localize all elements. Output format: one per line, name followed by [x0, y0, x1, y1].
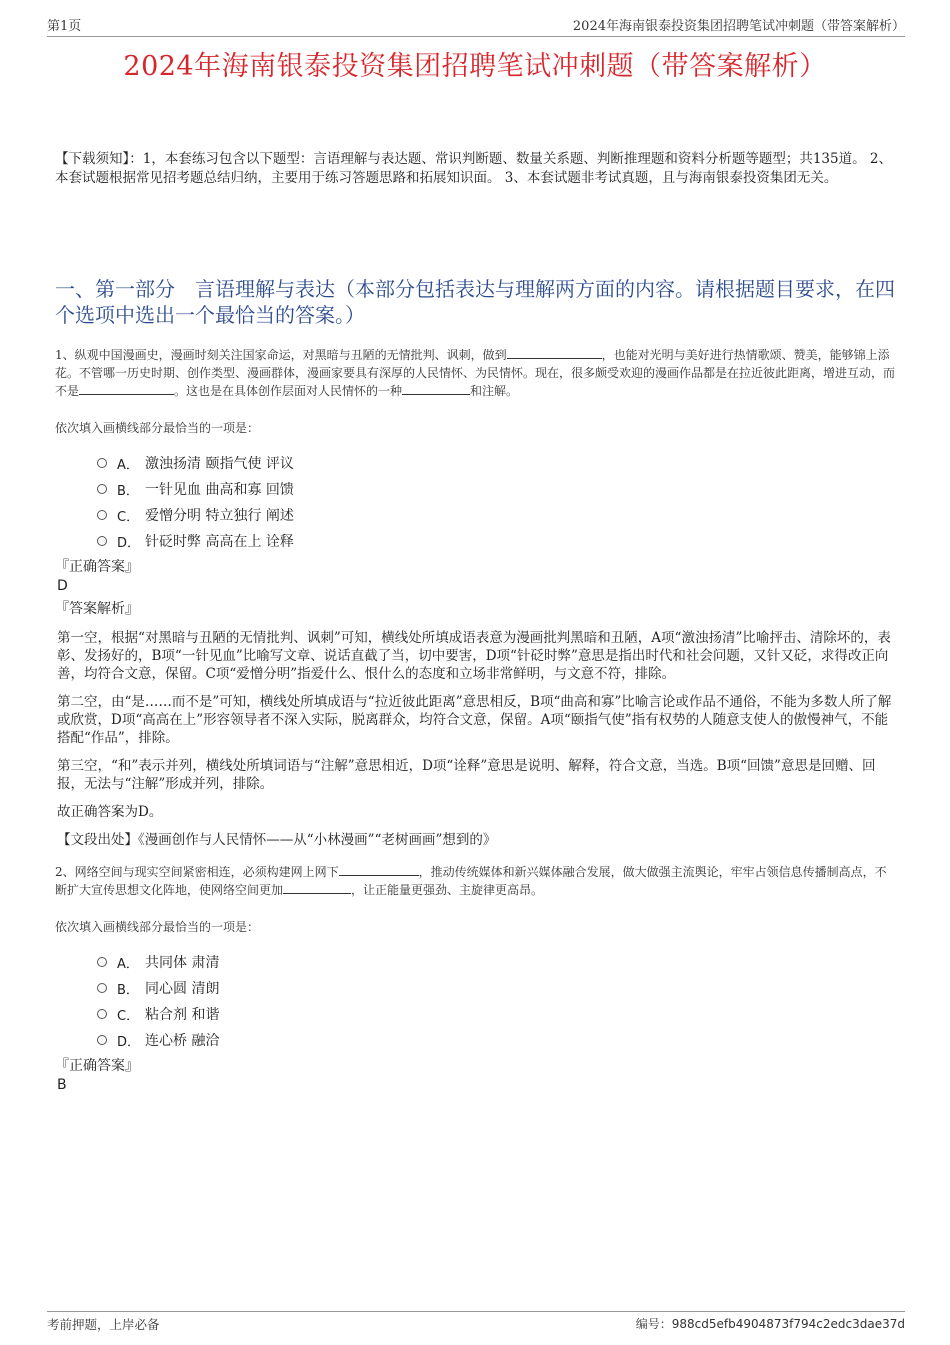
fill-blank [507, 346, 602, 359]
footer-slogan: 考前押题，上岸必备 [47, 1317, 160, 1332]
question-2-text: 2、网络空间与现实空间紧密相连，必须构建网上网下 ，推动传统媒体和新兴媒体融合发展，做大做强主流舆论，牢牢占领信息传播制高点，不断扩大宣传思想文化阵地，使网络空间更加 ，让正能量更强劲、主旋律更高昂。 [55, 865, 887, 897]
answer-value: D [57, 578, 68, 594]
option-b[interactable]: B． 同心圆 清朗 [97, 975, 898, 1001]
document-title: 2024年海南银泰投资集团招聘笔试冲刺题（带答案解析） [123, 51, 827, 82]
radio-icon[interactable] [97, 484, 107, 494]
question-2 [55, 863, 898, 1095]
analysis-paragraph: 第一空，根据“对黑暗与丑陋的无情批判、讽刺”可知，横线处所填成语表意为漫画批判黑暗和丑陋，A项“激浊扬清”比喻抨击、清除坏的，表彰、发扬好的，B项“一针见血”比喻写文章、说话直截了当，切中要害，D项“针砭时弊”意思是指出时代和社会问题，又针又砭，求得改正向善，均符合文意，保留。C项“爱憎分明”指爱什么、恨什么的态度和立场非常鲜明，与文意不符，排除。 [57, 630, 891, 682]
questions [55, 346, 898, 1095]
question-1-prompt: 依次填入画横线部分最恰当的一项是： [55, 421, 260, 435]
page-header [47, 14, 905, 37]
analysis-paragraph: 故正确答案为D。 [57, 804, 163, 820]
fill-blank [339, 863, 419, 876]
question-1-options [97, 450, 898, 554]
option-c[interactable]: C． 爱憎分明 特立独行 阐述 [97, 502, 898, 528]
question-2-options [97, 949, 898, 1053]
analysis-paragraph: 第三空，“和”表示并列，横线处所填词语与“注解”意思相近，D项“诠释”意思是说明、解释，符合文意，当选。B项“回馈”意思是回赠、回报，无法与“注解”形成并列，排除。 [57, 758, 876, 792]
radio-icon[interactable] [97, 1009, 107, 1019]
page-number: 第1页 [47, 19, 82, 34]
document-id: 编号：988cd5efb4904873f794c2edc3dae37d [635, 1317, 905, 1331]
header-doc-title: 2024年海南银泰投资集团招聘笔试冲刺题（带答案解析） [572, 19, 905, 34]
option-a[interactable]: A． 激浊扬清 颐指气使 评议 [97, 450, 898, 476]
analysis-paragraph: 第二空，由“是……而不是”可知，横线处所填成语与“拉近彼此距离”意思相反，B项“曲高和寡”比喻言论或作品不通俗，不能为多数人所了解或欣赏，D项“高高在上”形容领导者不深入实际，脱离群众，均符合文意，保留。A项“颐指气使”指有权势的人随意支使人的傲慢神气，不能搭配“作品”，排除。 [57, 694, 892, 746]
download-notice: 【下载须知】：1，本套练习包含以下题型：言语理解与表达题、常识判断题、数量关系题、判断推理题和资料分析题等题型；共135道。 2、本套试题根据常见招考题总结归纳，主要用于练习答题思路和拓展知识面。 3、本套试题非考试真题，且与海南银泰投资集团无关。 [55, 151, 892, 186]
option-a[interactable]: A． 共同体 肃清 [97, 949, 898, 975]
analysis [55, 629, 898, 821]
section-title: 一、第一部分 言语理解与表达（本部分包括表达与理解两方面的内容。请根据题目要求，在四个选项中选出一个最恰当的答案。） [55, 277, 895, 327]
radio-icon[interactable] [97, 458, 107, 468]
question-2-prompt: 依次填入画横线部分最恰当的一项是： [55, 920, 260, 934]
answer-label: 『正确答案』 [55, 1058, 139, 1074]
option-d[interactable]: D． 针砭时弊 高高在上 诠释 [97, 528, 898, 554]
source-citation: 【文段出处】《漫画创作与人民情怀——从“小林漫画”“老树画画”想到的》 [57, 832, 497, 848]
radio-icon[interactable] [97, 536, 107, 546]
question-1 [55, 346, 898, 849]
page-footer [47, 1311, 905, 1333]
answer-value: B [57, 1077, 67, 1093]
radio-icon[interactable] [97, 510, 107, 520]
analysis-label: 『答案解析』 [55, 601, 139, 617]
option-c[interactable]: C． 粘合剂 和谐 [97, 1001, 898, 1027]
radio-icon[interactable] [97, 1035, 107, 1045]
answer-label: 『正确答案』 [55, 559, 139, 575]
fill-blank [402, 382, 470, 395]
option-b[interactable]: B． 一针见血 曲高和寡 回馈 [97, 476, 898, 502]
question-1-text: 1、纵观中国漫画史，漫画时刻关注国家命运，对黑暗与丑陋的无情批判、讽刺，做到 ，也能对光明与美好进行热情歌颂、赞美，能够锦上添花。不管哪一历史时期、创作类型、漫画群体，漫画家要具有深厚的人民情怀、为民情怀。现在，很多颇受欢迎的漫画作品都是在拉近彼此距离，增进互动，而不是 。这也是在具体创作层面对人民情怀的一种 和注解。 [55, 348, 896, 398]
radio-icon[interactable] [97, 957, 107, 967]
fill-blank [79, 382, 174, 395]
radio-icon[interactable] [97, 983, 107, 993]
fill-blank [283, 881, 351, 894]
option-d[interactable]: D． 连心桥 融洽 [97, 1027, 898, 1053]
